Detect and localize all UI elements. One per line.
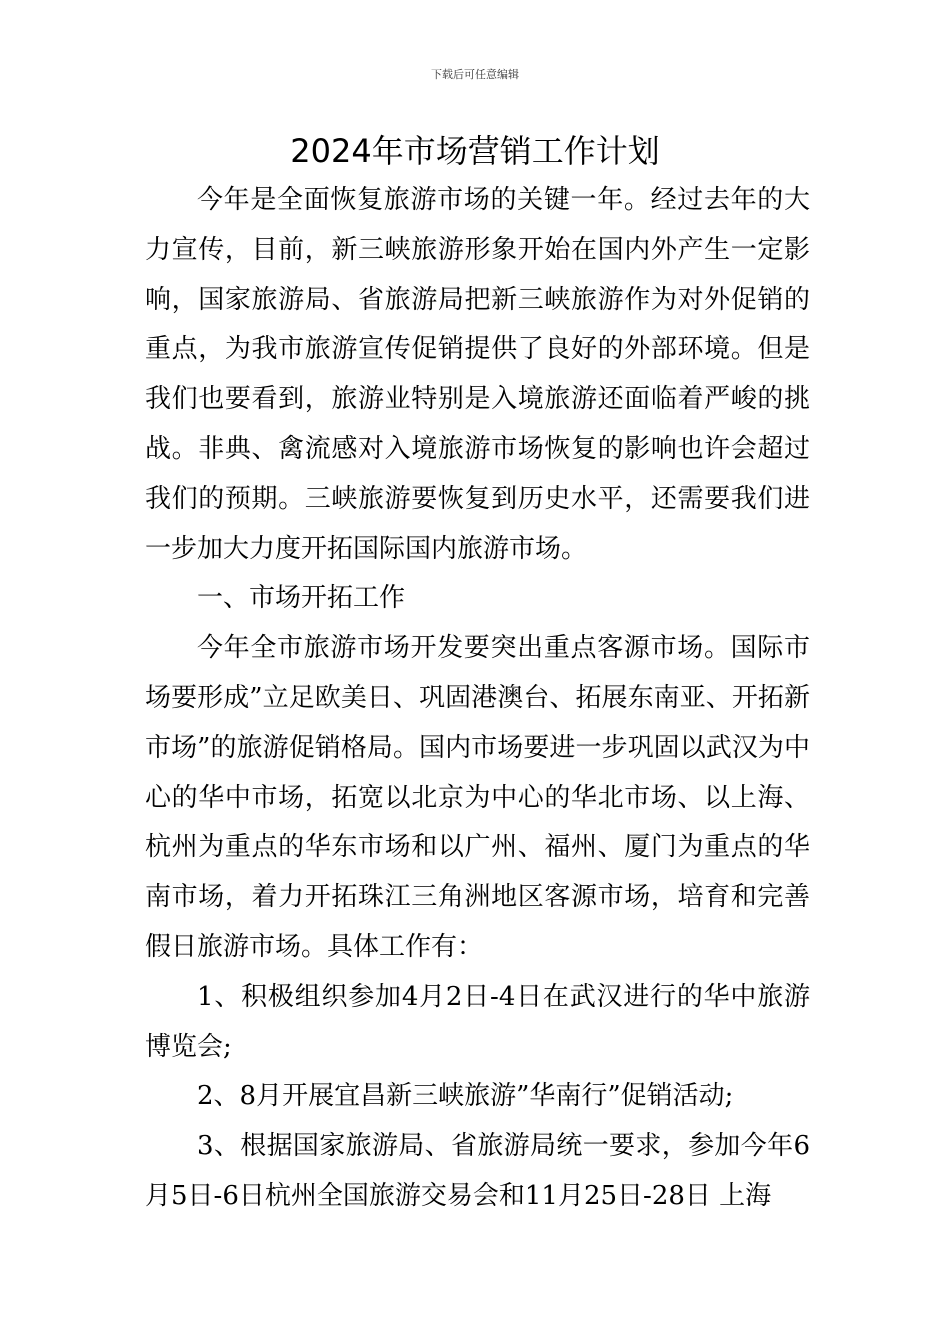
document-title: 2024年市场营销工作计划 — [290, 132, 660, 170]
list-item-1: 1、积极组织参加4月2日-4日在武汉进行的华中旅游博览会; — [145, 981, 810, 1062]
paragraph-market-plan: 今年全市旅游市场开发要突出重点客源市场。国际市场要形成”立足欧美日、巩固港澳台、拓展东南亚、开拓新市场”的旅游促销格局。国内市场要进一步巩固以武汉为中心的华中市场，拓宽以北京为中心的华北市场、以上海、杭州为重点的华东市场和以广州、福州、厦门为重点的华南市场，着力开拓珠江三角洲地区客源市场，培育和完善假日旅游市场。具体工作有： — [145, 633, 810, 962]
header-note: 下载后可任意编辑 — [431, 68, 519, 81]
section-heading-market: 一、市场开拓工作 — [197, 583, 406, 614]
paragraph-intro: 今年是全面恢复旅游市场的关键一年。经过去年的大力宣传，目前，新三峡旅游形象开始在国内外产生一定影响，国家旅游局、省旅游局把新三峡旅游作为对外促销的重点，为我市旅游宣传促销提供了良好的外部环境。但是我们也要看到，旅游业特别是入境旅游还面临着严峻的挑战。非典、禽流感对入境旅游市场恢复的影响也许会超过我们的预期。三峡旅游要恢复到历史水平，还需要我们进一步加大力度开拓国际国内旅游市场。 — [145, 185, 810, 564]
document-body — [145, 176, 810, 1222]
list-item-2: 2、8月开展宜昌新三峡旅游”华南行”促销活动; — [197, 1081, 734, 1112]
list-item-3: 3、根据国家旅游局、省旅游局统一要求，参加今年6月5日-6日杭州全国旅游交易会和11月25日-28日 上海 — [145, 1131, 810, 1211]
